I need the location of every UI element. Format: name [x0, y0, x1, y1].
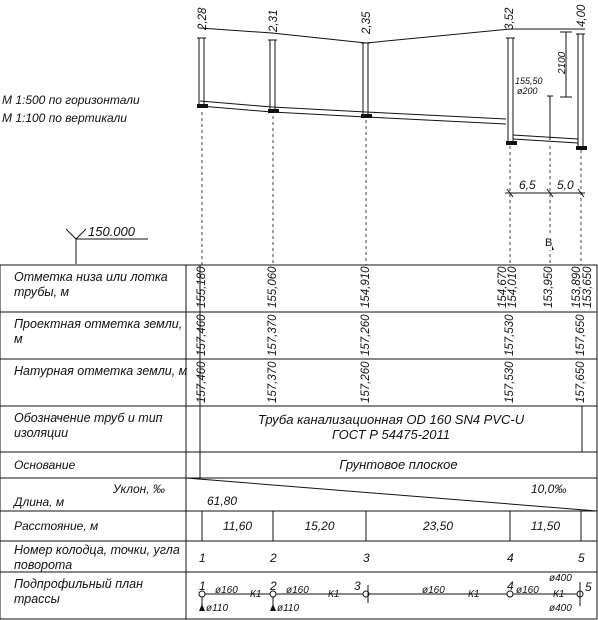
natural-well-1: 157,460	[196, 361, 208, 403]
plan-well-5: 5	[585, 580, 592, 594]
pipe-designation-1: Труба канализационная OD 160 SN4 PVC-U	[257, 412, 525, 427]
well-3-depth: 2,35	[361, 11, 373, 34]
distance-2-3: 15,20	[304, 519, 335, 533]
invert-well-4b: 154,010	[507, 266, 519, 308]
distance-4-5: 11,50	[530, 519, 561, 533]
well-4-depth: 3,52	[504, 7, 516, 30]
row-invert-label: Отметка низа или лотка трубы, м	[14, 270, 168, 299]
pipe-designation-2: ГОСТ Р 54475-2011	[332, 427, 450, 442]
row-distance-label: Расстояние, м	[14, 519, 99, 533]
natural-well-3: 157,260	[360, 361, 372, 403]
slope-value: 10,0‰	[531, 482, 567, 496]
invert-well-2: 155,060	[267, 266, 279, 308]
row-base-label: Основание	[14, 458, 76, 472]
plan-line-3: К1	[468, 589, 480, 600]
plan-pipe-3: ø160	[422, 585, 445, 596]
distance-3-4: 23,50	[422, 519, 454, 533]
well-num-3: 3	[363, 551, 370, 565]
datum-label: 150.000	[88, 224, 135, 239]
b-point-label: В	[545, 237, 553, 249]
plan-riser-bottom: ø400	[549, 603, 572, 614]
plan-branch-1: ø110	[206, 603, 229, 614]
row-length-label: Длина, м	[14, 495, 65, 509]
well-1-shaft	[199, 38, 204, 105]
design-well-4: 157,530	[504, 314, 516, 356]
invert-point-b: 153,950	[543, 266, 555, 308]
plan-line-4: К1	[553, 589, 565, 600]
invert-well-1: 155,180	[196, 266, 208, 308]
inlet-diameter: ø200	[517, 86, 538, 96]
natural-well-5: 157,650	[575, 361, 587, 403]
invert-well-5b: 153,650	[582, 266, 594, 308]
design-well-3: 157,260	[360, 314, 372, 356]
invert-well-4: 154,670	[497, 266, 509, 308]
well-4-shaft	[508, 38, 513, 144]
plan-well-1: 1	[199, 579, 206, 593]
dim-height: 2100	[557, 51, 568, 74]
well-1-depth: 2,28	[197, 7, 209, 30]
well-num-2: 2	[270, 551, 277, 565]
invert-well-5: 153,890	[571, 266, 583, 308]
plan-well-4: 4	[507, 579, 514, 593]
length-value: 61,80	[207, 494, 238, 508]
plan-well-3: 3	[354, 579, 361, 593]
dim-5-0: 5,0	[557, 178, 574, 192]
well-5-depth: 4,00	[576, 4, 588, 27]
plan-pipe-4: ø160	[516, 585, 539, 596]
invert-well-3: 154,910	[360, 266, 372, 308]
design-well-1: 157,460	[196, 314, 208, 356]
design-well-2: 157,370	[267, 314, 279, 356]
plan-pipe-2: ø160	[286, 585, 309, 596]
natural-well-4: 157,530	[504, 361, 516, 403]
scale-horizontal: М 1:500 по горизонтали	[2, 93, 140, 107]
well-2-depth: 2,31	[268, 9, 280, 32]
well-num-1: 1	[199, 551, 206, 565]
plan-line-2: К1	[328, 589, 340, 600]
plan-pipe-1: ø160	[215, 585, 238, 596]
design-well-5: 157,650	[575, 314, 587, 356]
dim-6-5: 6,5	[519, 178, 536, 192]
plan-line-1: К1	[250, 589, 262, 600]
pipe-bottom	[200, 106, 506, 124]
row-plan-label: Подпрофильный план трассы	[14, 577, 143, 606]
plan-riser-top: ø400	[549, 573, 572, 584]
well-3-shaft	[363, 43, 368, 115]
well-5-shaft	[578, 34, 583, 148]
well-2-shaft	[270, 40, 275, 111]
row-pipe-label: Обозначение труб и тип изоляции	[14, 411, 163, 440]
distance-1-2: 11,60	[222, 519, 253, 533]
inlet-elevation: 155,50	[515, 76, 543, 86]
row-slope-label: Уклон, ‰	[113, 482, 165, 496]
row-well-label: Номер колодца, точки, угла поворота	[14, 543, 180, 572]
row-design-label: Проектная отметка земли, м	[14, 317, 183, 346]
base-value: Грунтовое плоское	[339, 457, 458, 472]
well-num-5: 5	[578, 551, 585, 565]
plan-well-2: 2	[270, 579, 277, 593]
well-num-4: 4	[507, 551, 514, 565]
ground-line	[200, 28, 585, 43]
plan-branch-2: ø110	[277, 603, 300, 614]
row-natural-label: Натурная отметка земли, м	[14, 364, 188, 378]
natural-well-2: 157,370	[267, 361, 279, 403]
scale-vertical: М 1:100 по вертикали	[2, 111, 127, 125]
